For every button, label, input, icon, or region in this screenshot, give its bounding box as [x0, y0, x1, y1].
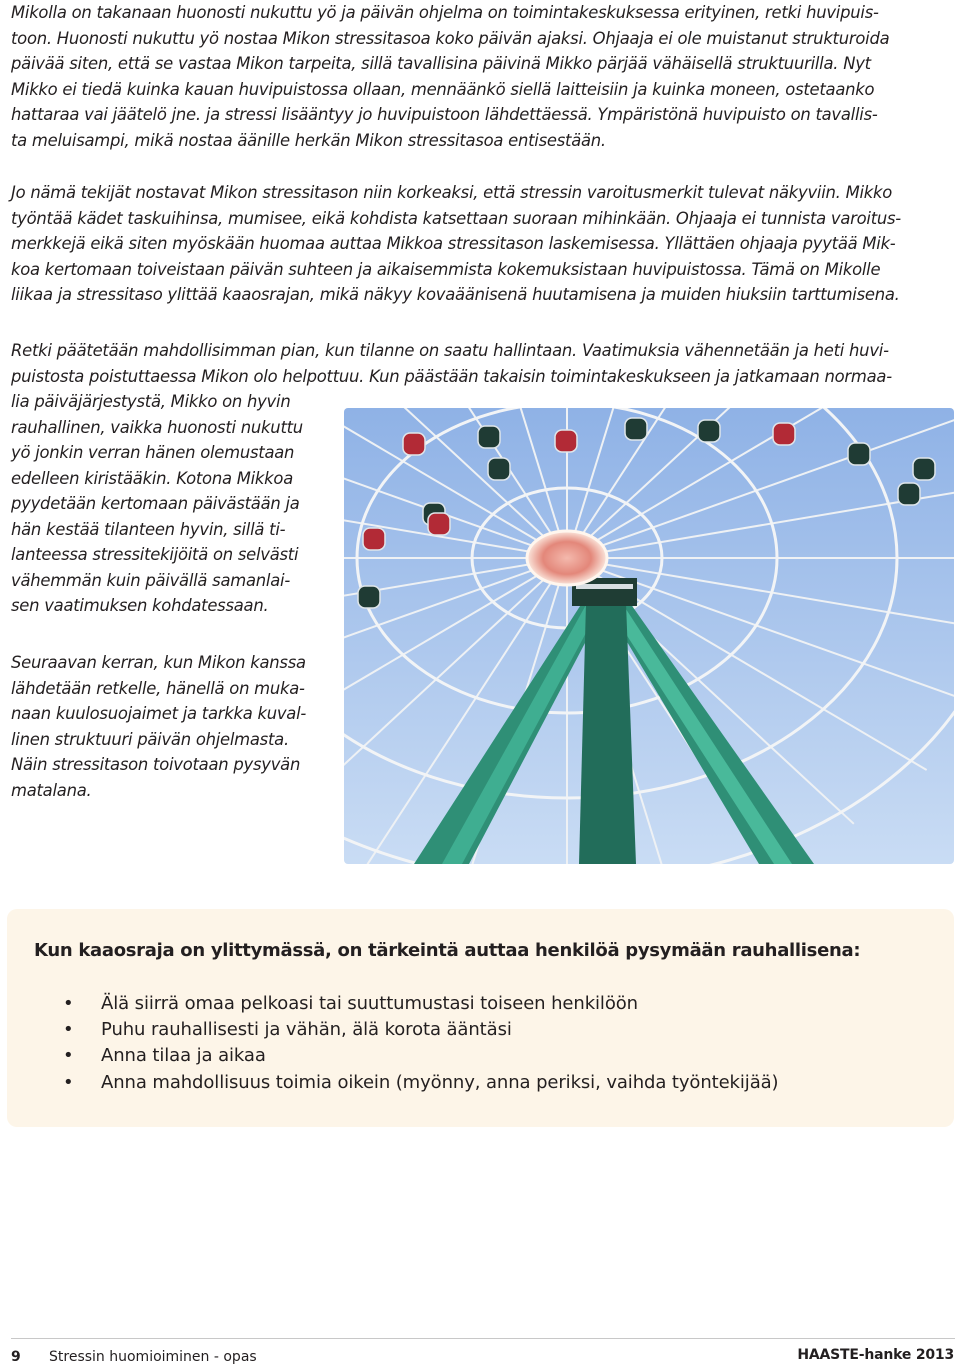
text-line: vähemmän kuin päivällä samanlai-: [11, 570, 290, 590]
next-time-paragraph: [11, 650, 341, 803]
footer-brand: HAASTE-hanke 2013: [797, 1347, 954, 1363]
gondola: [848, 443, 870, 465]
tips-title: Kun kaaosraja on ylittymässä, on tärkeintä auttaa henkilöä pysymään rauhallisena:: [34, 940, 861, 961]
text-line: merkkejä eikä siten myöskään huomaa auttaa Mikkoa stressitason laskemisessa. Yllättäen ohjaaja pyytää Mik-: [11, 234, 896, 253]
text-line: naan kuulosuojaimet ja tarkka kuval-: [11, 704, 307, 723]
bullet-icon: •: [63, 1019, 74, 1041]
gondola: [625, 418, 647, 440]
intro-paragraph: [11, 0, 951, 153]
text-line: Mikolla on takanaan huonosti nukuttu yö ja päivän ohjelma on toimintakeskuksessa erityinen, retki huvipuis-: [11, 3, 879, 22]
warning-signs-paragraph: [11, 180, 951, 308]
text-line: puistosta poistuttaessa Mikon olo helpottuu. Kun päästään takaisin toimintakeskukseen ja jatkamaan normaa-: [11, 366, 892, 386]
text-line: koa kertomaan toiveistaan päivän suhteen ja aikaisemmista kokemuksistaan huvipuistossa. Tämä on Mikolle: [11, 259, 881, 279]
gondola: [488, 458, 510, 480]
bullet-icon: •: [63, 1045, 74, 1067]
text-line: rauhallinen, vaikka huonosti nukuttu: [11, 417, 303, 437]
footer-title: Stressin huomioiminen - opas: [49, 1349, 257, 1365]
gondola: [478, 426, 500, 448]
text-line: hattaraa vai jäätelö jne. ja stressi lisääntyy jo huvipuistoon lähdettäessä. Ympäristönä huvipuisto on tavallis-: [11, 105, 878, 124]
gondola: [698, 420, 720, 442]
gondola: [773, 423, 795, 445]
text-line: lia päiväjärjestystä, Mikko on hyvin: [11, 392, 291, 411]
gondola: [898, 483, 920, 505]
bullet-icon: •: [63, 993, 74, 1014]
list-item: • Älä siirrä omaa pelkoasi tai suuttumustasi toiseen henkilöön: [63, 991, 778, 1017]
gondola: [363, 528, 385, 550]
text-line: liikaa ja stressitaso ylittää kaaosrajan, mikä näkyy kovaäänisenä huutamisena ja muiden hiuksiin tarttumisena.: [11, 285, 900, 304]
text-line: linen struktuuri päivän ohjelmasta.: [11, 729, 289, 749]
list-item: • Puhu rauhallisesti ja vähän, älä korota ääntäsi: [63, 1017, 778, 1043]
ferris-wheel-photo: [344, 408, 954, 864]
gondola: [913, 458, 935, 480]
text-line: edelleen kiristääkin. Kotona Mikkoa: [11, 468, 293, 488]
text-line: pyydetään kertomaan päivästään ja: [11, 494, 300, 513]
wheel-hub: [527, 531, 607, 585]
text-line: matalana.: [11, 780, 92, 800]
bullet-icon: •: [63, 1071, 74, 1093]
text-line: lähdetään retkelle, hänellä on muka-: [11, 678, 305, 698]
footer-divider: [11, 1338, 955, 1339]
text-line: Jo nämä tekijät nostavat Mikon stressitason niin korkeaksi, että stressin varoitusmerkit tulevat näkyviin. Mikko: [11, 183, 893, 202]
list-item: • Anna tilaa ja aikaa: [63, 1043, 778, 1069]
text-line: toon. Huonosti nukuttu yö nostaa Mikon stressitasoa koko päivän ajaksi. Ohjaaja ei ole muistanut strukturoida: [11, 28, 890, 48]
text-line: Seuraavan kerran, kun Mikon kanssa: [11, 653, 306, 672]
text-line: lanteessa stressitekijöitä on selvästi: [11, 545, 299, 564]
gondola: [403, 433, 425, 455]
list-item: • Anna mahdollisuus toimia oikein (myönny, anna periksi, vaihda työntekijää): [63, 1070, 778, 1096]
text-line: työntää kädet taskuihinsa, mumisee, eikä kohdista katsettaan suoraan mihinkään. Ohjaaja ei tunnista varoitus-: [11, 208, 901, 228]
gondola: [428, 513, 450, 535]
gondola: [555, 430, 577, 452]
text-line: sen vaatimuksen kohdatessaan.: [11, 596, 269, 615]
tips-list: [63, 991, 778, 1096]
text-line: yö jonkin verran hänen olemustaan: [11, 443, 295, 462]
text-line: Näin stressitason toivotaan pysyvän: [11, 755, 301, 774]
gondola: [358, 586, 380, 608]
text-line: ta meluisampi, mikä nostaa äänille herkän Mikon stressitasoa entisestään.: [11, 130, 606, 150]
text-line: päivää siten, että se vastaa Mikon tarpeita, sillä tavallisina päivinä Mikko pärjää vähäisellä struktuurilla. Nyt: [11, 54, 871, 73]
text-line: Retki päätetään mahdollisimman pian, kun tilanne on saatu hallintaan. Vaatimuksia vähennetään ja heti huvi-: [11, 341, 889, 360]
text-line: hän kestää tilanteen hyvin, sillä ti-: [11, 519, 286, 539]
page-number: 9: [11, 1349, 21, 1365]
text-line: Mikko ei tiedä kuinka kauan huvipuistossa ollaan, mennäänkö siellä laitteisiin ja kuinka moneen, ostetaanko: [11, 79, 875, 99]
tips-box: [7, 909, 954, 1127]
